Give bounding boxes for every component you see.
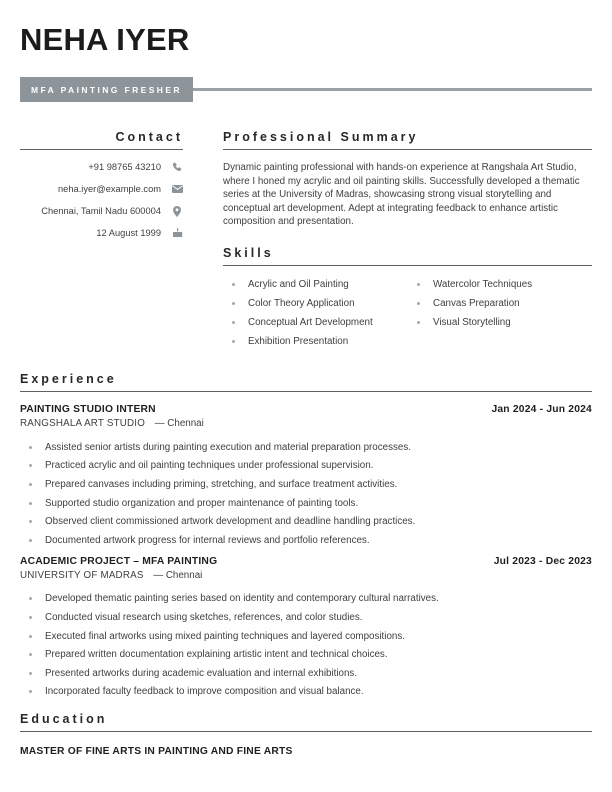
bullet-icon bbox=[29, 483, 32, 486]
experience-heading: Experience bbox=[20, 372, 592, 392]
job-bullet bbox=[20, 627, 592, 646]
skill-label: Conceptual Art Development bbox=[248, 317, 373, 328]
skills-columns bbox=[223, 275, 592, 351]
contact-location-text: Chennai, Tamil Nadu 600004 bbox=[41, 206, 161, 216]
birthday-cake-icon bbox=[171, 228, 183, 238]
job-bullet bbox=[20, 645, 592, 664]
job-bullet-text: Prepared canvases including priming, stretching, and surface treatment activities. bbox=[45, 478, 398, 490]
job-dates: Jan 2024 - Jun 2024 bbox=[491, 404, 592, 415]
job-organization-line bbox=[20, 418, 592, 429]
experience-entry-1 bbox=[20, 404, 592, 550]
job-organization-line bbox=[20, 570, 592, 581]
bullet-icon bbox=[29, 446, 32, 449]
title-badge-row bbox=[20, 77, 592, 102]
contact-phone bbox=[20, 156, 183, 178]
location-pin-icon bbox=[171, 206, 183, 217]
experience-entry-2 bbox=[20, 556, 592, 702]
job-bullet-text: Prepared written documentation explaining artistic intent and technical choices. bbox=[45, 649, 388, 661]
bullet-icon bbox=[29, 672, 32, 675]
job-bullet bbox=[20, 664, 592, 683]
job-bullet-text: Executed final artworks using mixed painting techniques and layered compositions. bbox=[45, 630, 405, 642]
skill-item bbox=[223, 294, 408, 313]
skill-label: Watercolor Techniques bbox=[433, 279, 533, 290]
job-title: PAINTING STUDIO INTERN bbox=[20, 404, 156, 415]
job-bullet-text: Presented artworks during academic evaluation and internal exhibitions. bbox=[45, 667, 358, 679]
skill-item bbox=[223, 313, 408, 332]
job-title: ACADEMIC PROJECT – MFA PAINTING bbox=[20, 555, 218, 567]
bullet-icon bbox=[29, 616, 32, 619]
bullet-icon bbox=[29, 690, 32, 693]
job-bullet-text: Conducted visual research using sketches, references, and color studies. bbox=[45, 611, 363, 623]
education-degree: MASTER OF FINE ARTS IN PAINTING AND FINE ARTS bbox=[20, 746, 293, 757]
contact-birthdate bbox=[20, 222, 183, 244]
skill-label: Exhibition Presentation bbox=[248, 336, 349, 347]
bullet-icon bbox=[417, 321, 420, 324]
header-divider-line bbox=[193, 88, 592, 91]
job-organization: UNIVERSITY OF MADRAS bbox=[20, 569, 144, 581]
summary-text: Dynamic painting professional with hands-on experience at Rangshala Art Studio, where I honed my acrylic and oil painting skills. Successfully developed a thematic series at the University of Madras, showcasing strong visual storytelling and conceptual art development. Adept at integrating feedback to enhance artistic composition and presentation. bbox=[223, 162, 580, 228]
education-section bbox=[20, 712, 592, 757]
bullet-icon bbox=[29, 520, 32, 523]
contact-heading: Contact bbox=[20, 130, 183, 150]
job-bullet bbox=[20, 512, 592, 531]
job-bullet bbox=[20, 457, 592, 476]
bullet-icon bbox=[29, 635, 32, 638]
skill-label: Color Theory Application bbox=[248, 298, 355, 309]
job-bullet-text: Supported studio organization and proper maintenance of painting tools. bbox=[45, 497, 359, 509]
job-bullet-text: Documented artwork progress for internal reviews and portfolio references. bbox=[45, 534, 370, 546]
skill-item bbox=[223, 275, 408, 294]
skill-item bbox=[223, 332, 408, 351]
job-header bbox=[20, 556, 592, 567]
summary-section bbox=[223, 130, 592, 229]
job-bullet-text: Observed client commissioned artwork development and deadline handling practices. bbox=[45, 516, 416, 528]
job-bullet-text: Developed thematic painting series based on identity and contemporary cultural narratives. bbox=[45, 593, 439, 605]
skills-section bbox=[223, 246, 592, 351]
job-bullet-text: Assisted senior artists during painting execution and material preparation processes. bbox=[45, 441, 411, 453]
skills-column-2 bbox=[408, 275, 592, 351]
bullet-icon bbox=[29, 502, 32, 505]
job-bullet-text: Incorporated faculty feedback to improve composition and visual balance. bbox=[45, 686, 364, 698]
skills-column-1 bbox=[223, 275, 408, 351]
envelope-icon bbox=[171, 185, 183, 193]
skill-label: Visual Storytelling bbox=[433, 317, 511, 328]
job-dates: Jul 2023 - Dec 2023 bbox=[493, 555, 592, 567]
job-bullet bbox=[20, 683, 592, 702]
job-bullet bbox=[20, 608, 592, 627]
candidate-name: NEHA IYER bbox=[20, 22, 190, 57]
job-location: — Chennai bbox=[154, 418, 204, 429]
skill-item bbox=[408, 275, 592, 294]
skill-label: Acrylic and Oil Painting bbox=[248, 279, 349, 290]
job-title-badge: MFA PAINTING FRESHER bbox=[20, 77, 193, 102]
job-bullet-list bbox=[20, 438, 592, 550]
skill-item bbox=[408, 294, 592, 313]
job-header bbox=[20, 404, 592, 415]
contact-location bbox=[20, 200, 183, 222]
bullet-icon bbox=[232, 321, 235, 324]
contact-email-text: neha.iyer@example.com bbox=[58, 184, 161, 194]
skill-label: Canvas Preparation bbox=[433, 298, 520, 309]
job-bullet bbox=[20, 590, 592, 609]
skill-item bbox=[408, 313, 592, 332]
education-heading: Education bbox=[20, 712, 592, 732]
experience-section bbox=[20, 372, 592, 701]
bullet-icon bbox=[29, 653, 32, 656]
contact-phone-text: +91 98765 43210 bbox=[88, 162, 161, 172]
job-bullet-list bbox=[20, 590, 592, 702]
bullet-icon bbox=[232, 283, 235, 286]
contact-section bbox=[20, 130, 183, 244]
contact-email bbox=[20, 178, 183, 200]
bullet-icon bbox=[29, 464, 32, 467]
job-bullet bbox=[20, 531, 592, 550]
bullet-icon bbox=[232, 340, 235, 343]
bullet-icon bbox=[417, 283, 420, 286]
phone-icon bbox=[171, 162, 183, 172]
bullet-icon bbox=[29, 539, 32, 542]
bullet-icon bbox=[417, 302, 420, 305]
contact-list bbox=[20, 156, 183, 244]
job-location: — Chennai bbox=[153, 569, 203, 581]
summary-heading: Professional Summary bbox=[223, 130, 592, 150]
job-bullet bbox=[20, 475, 592, 494]
contact-birthdate-text: 12 August 1999 bbox=[96, 228, 161, 238]
job-bullet bbox=[20, 494, 592, 513]
bullet-icon bbox=[29, 597, 32, 600]
job-bullet-text: Practiced acrylic and oil painting techniques under professional supervision. bbox=[45, 460, 374, 472]
bullet-icon bbox=[232, 302, 235, 305]
job-bullet bbox=[20, 438, 592, 457]
job-organization: RANGSHALA ART STUDIO bbox=[20, 418, 146, 429]
skills-heading: Skills bbox=[223, 246, 592, 266]
